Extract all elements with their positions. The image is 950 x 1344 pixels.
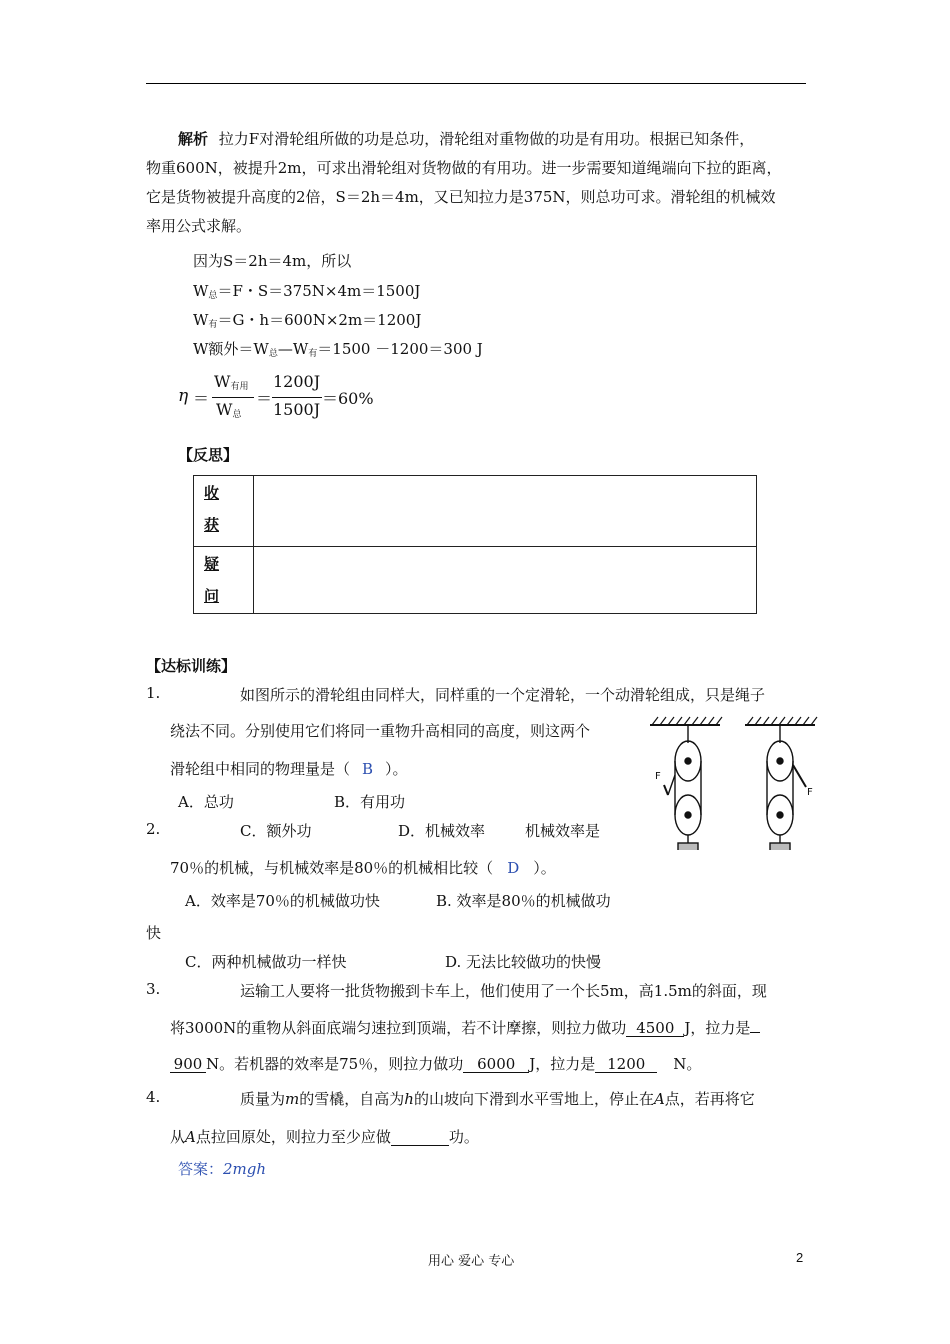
q1-option-c: C．额外功: [240, 822, 312, 840]
fraction-denominator-value: 1500J: [273, 400, 321, 419]
eta-symbol: η: [178, 386, 189, 406]
q4-answer: 答案：2mgh: [178, 1160, 267, 1178]
q1-number: 1.: [146, 684, 161, 702]
q3-blank-force2: 1200: [595, 1056, 657, 1073]
analysis-line-3: 它是货物被提升高度的2倍，S＝2h＝4m，又已知拉力是375N，则总功可求。滑轮组的机械效: [146, 188, 776, 206]
equals-1: ＝: [193, 389, 210, 408]
reflection-gains-label: 收 获: [194, 476, 254, 547]
fraction-efficiency-numeric: [272, 372, 322, 422]
equals-2: ＝: [256, 389, 273, 408]
header-rule: [146, 83, 806, 84]
figure-label-f-right: F: [807, 787, 813, 798]
figure-label-f-left: F: [655, 771, 661, 782]
q2-answer: D: [507, 859, 520, 877]
page-number: 2: [796, 1250, 804, 1265]
q4-line-2: 从A点拉回原处，则拉力至少应做 功。: [170, 1128, 479, 1146]
fraction-numerator-value: 1200J: [273, 372, 321, 391]
reflection-gains-cell[interactable]: [254, 476, 757, 547]
q3-line-2: 将3000N的重物从斜面底端匀速拉到顶端，若不计摩擦，则拉力做功 4500 J，拉力是: [170, 1017, 760, 1038]
reflection-questions-label: 疑 问: [194, 547, 254, 614]
footer-motto: 用心 爱心 专心: [428, 1254, 515, 1269]
q2-number: 2.: [146, 820, 161, 838]
analysis-line-1: [178, 128, 754, 149]
q2-option-b-cont: 快: [146, 924, 162, 942]
q3-line-3: 900 N。若机器的效率是75％，则拉力做功 6000 J，拉力是 1200 N。: [170, 1053, 701, 1074]
q3-blank-work2: 6000: [463, 1056, 529, 1073]
analysis-label: 解析: [178, 130, 209, 148]
q1-answer: B: [362, 760, 374, 778]
efficiency-result: ＝60%: [322, 389, 374, 408]
fraction-numerator: $W_{有用}$: [214, 372, 249, 392]
fraction-denominator: $W_总$: [216, 400, 242, 420]
analysis-line-4: 率用公式求解。: [146, 217, 252, 235]
q2-line-2: 70％的机械，与机械效率是80％的机械相比较（ D ）。: [170, 859, 556, 877]
q2-option-a: A．效率是70％的机械做功快: [185, 892, 380, 910]
q2-option-b: B. 效率是80％的机械做功: [436, 892, 611, 910]
training-heading: 【达标训练】: [146, 657, 237, 675]
q4-line-1: 质量为m的雪橇，自高为h的山坡向下滑到水平雪地上，停止在A点，若再将它: [240, 1090, 755, 1108]
fraction-efficiency-symbolic: [212, 372, 254, 422]
pulley-system-right: [745, 717, 817, 850]
q1-line-1: 如图所示的滑轮组由同样大，同样重的一个定滑轮，一个动滑轮组成，只是绳子: [240, 686, 766, 704]
q1-line-2: 绕法不同。分别使用它们将同一重物升高相同的高度，则这两个: [170, 722, 591, 740]
pulley-system-left: [650, 717, 722, 850]
calc-line-4: W额外$=W_总—W_有=1500 -1200=300$ J: [193, 340, 483, 359]
q1-line-3: 滑轮组中相同的物理量是（ B ）。: [170, 760, 408, 778]
q1-option-a: A．总功: [178, 793, 234, 811]
q1-option-b: B．有用功: [334, 793, 406, 811]
calc-line-3: $W_有=G$・h＝600N×2m＝1200J: [193, 311, 422, 330]
q1-option-d: D．机械效率: [398, 822, 486, 840]
calc-line-1: 因为S＝2h＝4m，所以: [193, 252, 352, 270]
q2-line-1: 机械效率是: [525, 822, 601, 840]
pulley-figure: [640, 715, 825, 850]
q3-number: 3.: [146, 980, 161, 998]
q3-blank-work: 4500: [626, 1020, 684, 1037]
calc-line-2: $W_总=F$・S＝375N×4m＝1500J: [193, 282, 421, 301]
analysis-line-2: 物重600N，被提升2m，可求出滑轮组对货物做的有用功。进一步需要知道绳端向下拉的距离，: [146, 159, 782, 177]
q2-option-c: C．两种机械做功一样快: [185, 953, 347, 971]
q3-line-1: 运输工人要将一批货物搬到卡车上，他们使用了一个长5m，高1.5m的斜面，现: [240, 982, 767, 1000]
reflection-heading: 【反思】: [178, 446, 239, 464]
q2-option-d: D. 无法比较做功的快慢: [445, 953, 602, 971]
q4-number: 4.: [146, 1088, 161, 1106]
reflection-table: [193, 475, 757, 614]
reflection-questions-cell[interactable]: [254, 547, 757, 614]
q3-blank-force: 900: [170, 1056, 206, 1073]
analysis-text-1: 拉力F对滑轮组所做的功是总功，滑轮组对重物做的功是有用功。根据已知条件，: [218, 130, 755, 148]
